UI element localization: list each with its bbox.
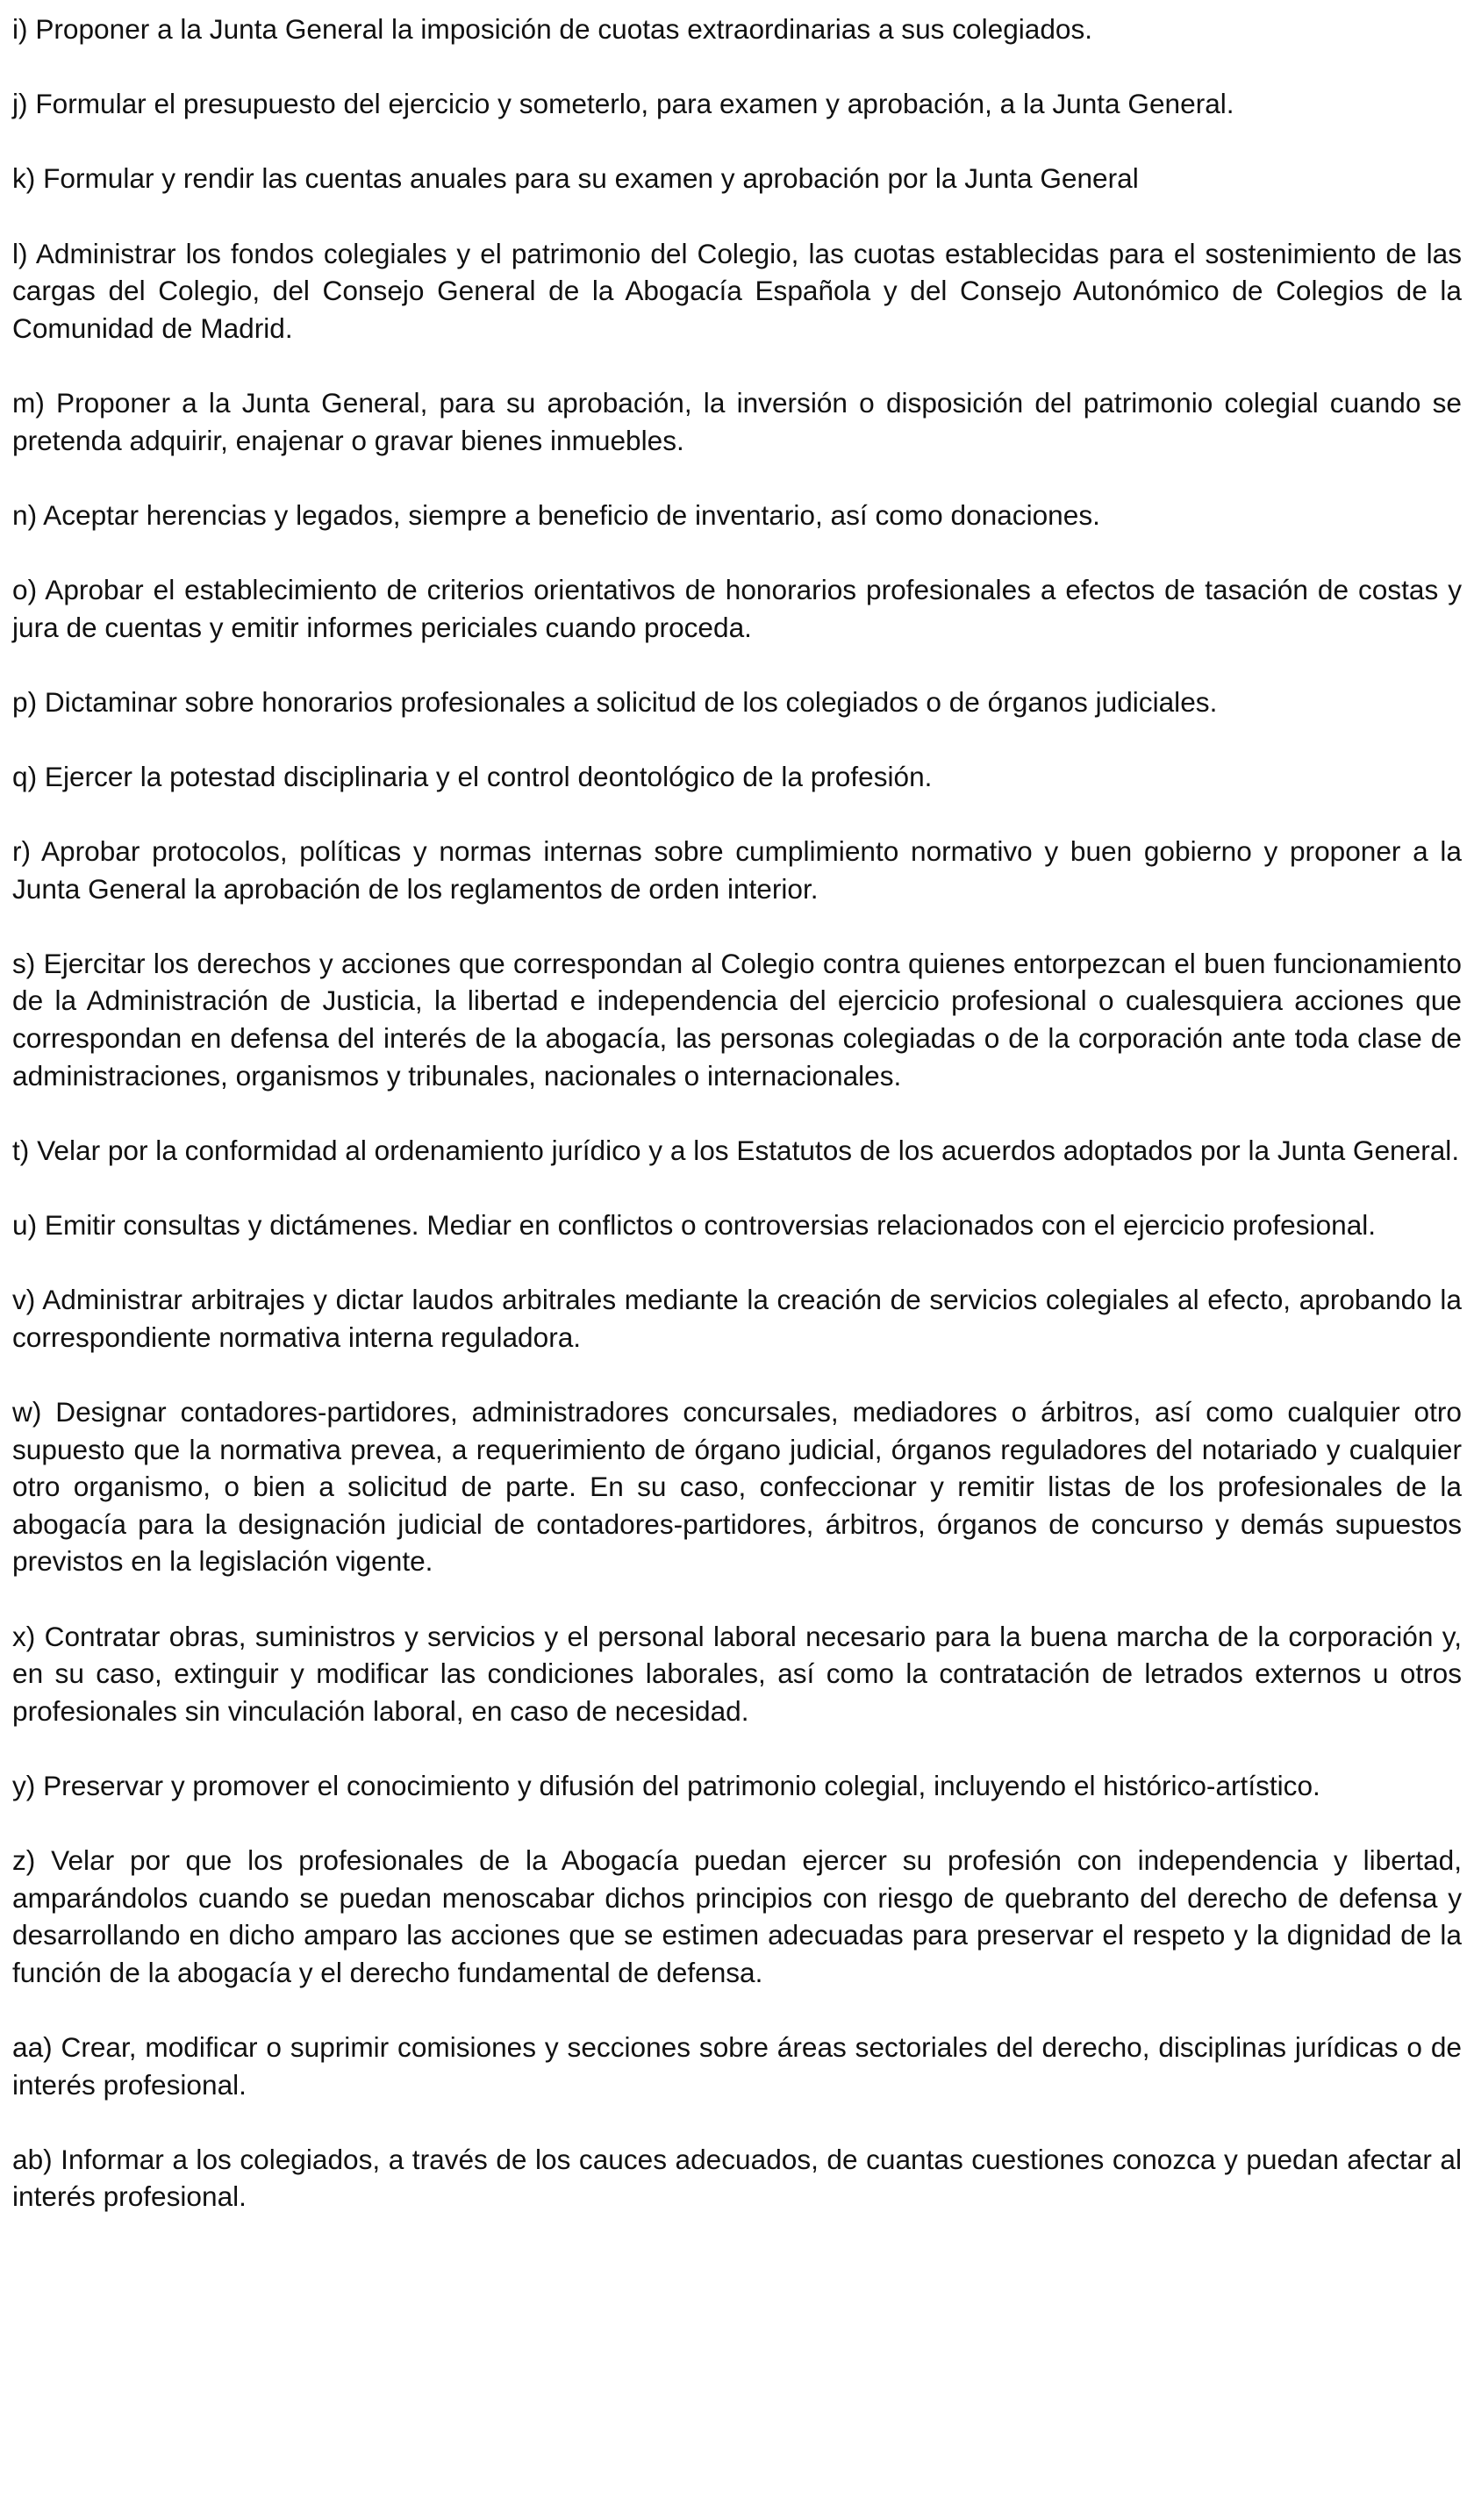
paragraph-j: j) Formular el presupuesto del ejercicio y someterlo, para examen y aprobación, a la Junta General. (12, 88, 1234, 120)
paragraph-y: y) Preservar y promover el conocimiento y difusión del patrimonio colegial, incluyendo el histórico-artístico. (12, 1769, 1320, 1801)
paragraph-n: n) Aceptar herencias y legados, siempre a beneficio de inventario, así como donaciones. (12, 498, 1100, 531)
paragraph-r: r) Aprobar protocolos, políticas y normas internas sobre cumplimiento normativo y buen gobierno y proponer a la Junta General la aprobación de los reglamentos de orden interior. (12, 835, 1462, 905)
paragraph-v: v) Administrar arbitrajes y dictar laudos arbitrales mediante la creación de servicios colegiales al efecto, aprobando la correspondiente normativa interna reguladora. (12, 1284, 1462, 1353)
paragraph-w: w) Designar contadores-partidores, administradores concursales, mediadores o árbitros, así como cualquier otro supuesto que la normativa prevea, a requerimiento de órgano judicial, órganos reguladores del notariado y cualquier otro organismo, o bien a solicitud de parte. En su caso, confeccionar y remitir listas de los profesionales de la abogacía para la designación judicial de contadores-partidores, árbitros, órganos de concurso y demás supuestos previstos en la legislación vigente. (12, 1395, 1462, 1578)
paragraph-o: o) Aprobar el establecimiento de criterios orientativos de honorarios profesionales a efectos de tasación de costas y jura de cuentas y emitir informes periciales cuando proceda. (12, 573, 1462, 643)
paragraph-z: z) Velar por que los profesionales de la Abogacía puedan ejercer su profesión con independencia y libertad, amparándolos cuando se puedan menoscabar dichos principios con riesgo de quebranto del derecho de defensa y desarrollando en dicho amparo las acciones que se estimen adecuadas para preservar el respeto y la dignidad de la función de la abogacía y el derecho fundamental de defensa. (12, 1844, 1462, 1988)
paragraph-m: m) Proponer a la Junta General, para su aprobación, la inversión o disposición del patrimonio colegial cuando se pretenda adquirir, enajenar o gravar bienes inmuebles. (12, 386, 1462, 456)
paragraph-t: t) Velar por la conformidad al ordenamiento jurídico y a los Estatutos de los acuerdos adoptados por la Junta General. (12, 1134, 1460, 1166)
paragraph-q: q) Ejercer la potestad disciplinaria y el control deontológico de la profesión. (12, 760, 933, 792)
paragraph-x: x) Contratar obras, suministros y servicios y el personal laboral necesario para la buena marcha de la corporación y, en su caso, extinguir y modificar las condiciones laborales, así como la contratación de letrados externos u otros profesionales sin vinculación laboral, en caso de necesidad. (12, 1620, 1462, 1727)
paragraph-k: k) Formular y rendir las cuentas anuales para su examen y aprobación por la Junta General (12, 162, 1139, 195)
paragraph-aa: aa) Crear, modificar o suprimir comisiones y secciones sobre áreas sectoriales del derecho, disciplinas jurídicas o de interés profesional. (12, 2031, 1462, 2101)
paragraph-ab: ab) Informar a los colegiados, a través de los cauces adecuados, de cuantas cuestiones conozca y puedan afectar al interés profesional. (12, 2143, 1462, 2213)
paragraph-u: u) Emitir consultas y dictámenes. Mediar en conflictos o controversias relacionados con el ejercicio profesional. (12, 1209, 1377, 1241)
paragraph-p: p) Dictaminar sobre honorarios profesionales a solicitud de los colegiados o de órganos judiciales. (12, 685, 1218, 718)
paragraph-l: l) Administrar los fondos colegiales y el patrimonio del Colegio, las cuotas establecidas para el sostenimiento de las cargas del Colegio, del Consejo General de la Abogacía Española y del Consejo Autonómico de Colegios de la Comunidad de Madrid. (12, 237, 1462, 344)
paragraph-i: i) Proponer a la Junta General la imposición de cuotas extraordinarias a sus colegiados. (12, 13, 1093, 45)
paragraph-s: s) Ejercitar los derechos y acciones que correspondan al Colegio contra quienes entorpezcan el buen funcionamiento de la Administración de Justicia, la libertad e independencia del ejercicio profesional o cualesquiera acciones que correspondan en defensa del interés de la abogacía, las personas colegiadas o de la corporación ante toda clase de administraciones, organismos y tribunales, nacionales o internacionales. (12, 947, 1462, 1092)
